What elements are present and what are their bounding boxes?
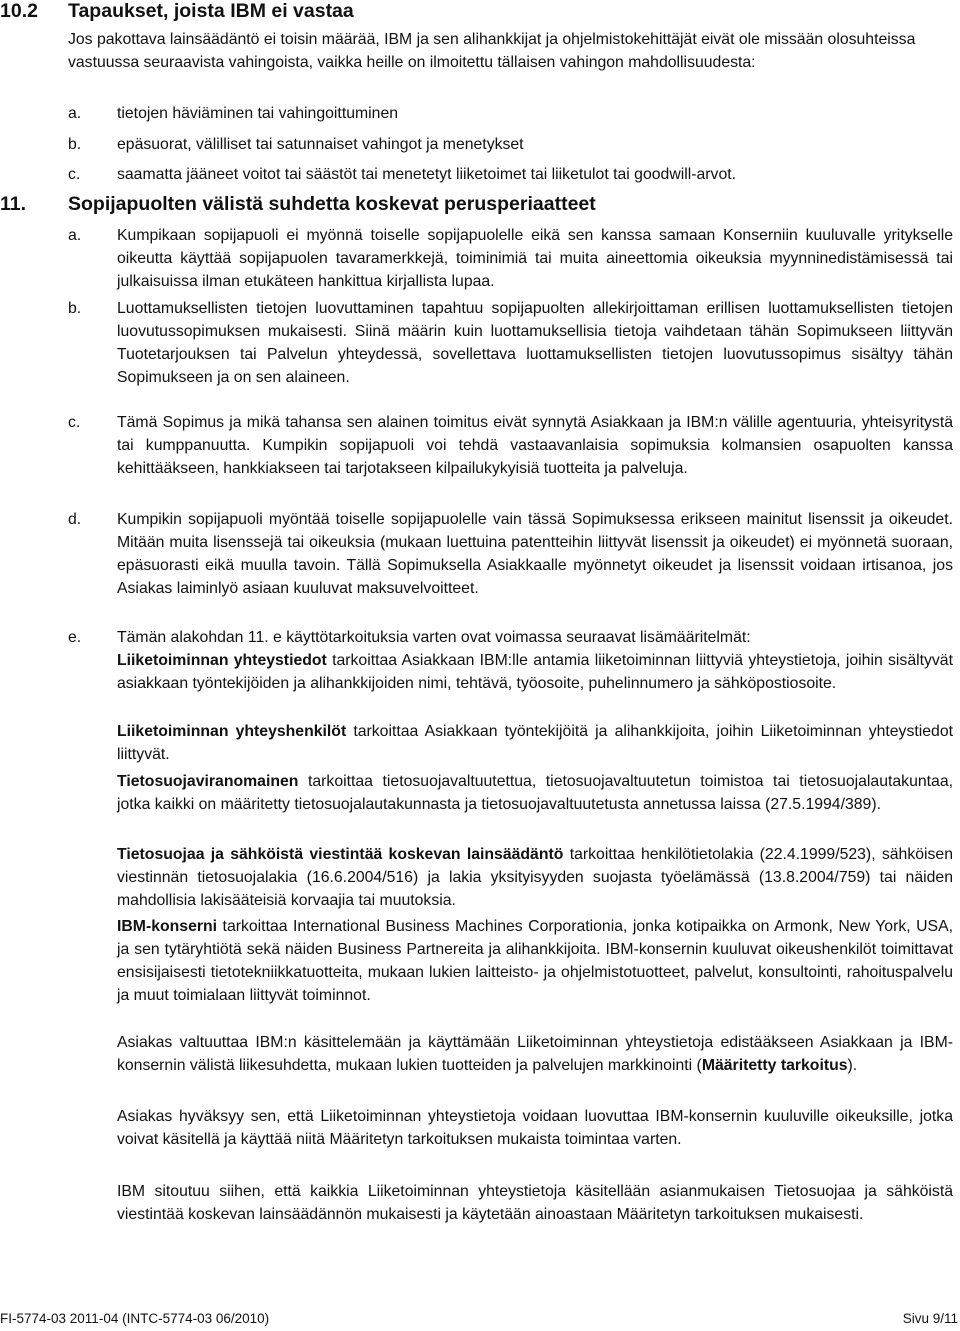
definition: [117, 915, 953, 1007]
list-item-label: d.: [68, 511, 82, 528]
list-item-label: c.: [68, 166, 81, 183]
list-item-text: Kumpikaan sopijapuoli ei myönnä toiselle sopijapuolelle eikä sen kanssa samaan Konserniin kuuluvalle yritykselle oikeutta käyttää sopijapuolen tavaramerkkejä, toiminimiä tai muita aineettomia oikeuksia myynninedistämisessä tai julkaisuissa ilman etukäteen hankittua kirjallista lupaa.: [117, 227, 953, 290]
definition-term: IBM-konserni: [117, 918, 218, 935]
list-item-text: saamatta jääneet voitot tai säästöt tai menetetyt liiketoimet tai liiketulot tai goodwill-arvot.: [117, 166, 737, 183]
definition-text: tarkoittaa Asiakkaan työntekijöitä ja alihankkijoita, joihin Liiketoiminnan yhteystiedot liittyvät.: [117, 723, 953, 763]
definition: [117, 720, 953, 766]
definition-text: tarkoittaa henkilötietolakia (22.4.1999/523), sähköisen viestinnän tietosuojalakia (16.6.2004/516) ja lakia yksityisyyden suojasta työelämässä (13.8.2004/759) tai näiden mahdollisia lakisääteisiä korvaajia tai muutoksia.: [117, 846, 954, 909]
paragraph-authorization: [117, 1031, 953, 1077]
definition-term: Liiketoiminnan yhteyshenkilöt: [117, 723, 347, 740]
paragraph-bold-term: Määritetty tarkoitus: [701, 1057, 848, 1074]
definition-text: tarkoittaa Asiakkaan IBM:lle antamia liiketoiminnan liittyviä yhteystietoja, joihin sisältyvät asiakkaan työntekijöiden ja alihankkijoiden nimi, tehtävä, työosoite, puhelinnumero ja sähköpostiosoite.: [117, 652, 953, 692]
list-item-text: Luottamuksellisten tietojen luovuttaminen tapahtuu sopijapuolten allekirjoittaman erillisen luottamuksellisten tietojen luovutussopimuksen mukaisesti. Siinä määrin kuin luottamuksellisia tietoja vaihdetaan tähän Sopimukseen liittyvän Tuotetarjouksen tai Palvelun yhteydessä, sovellettava luottamuksellisten tietojen luovutussopimus sisältyy tähän Sopimukseen ja on sen alaineen.: [117, 300, 953, 386]
paragraph-text: Asiakas valtuuttaa IBM:n käsittelemään ja käyttämään Liiketoiminnan yhteystietoja edistääkseen Asiakkaan ja IBM-konsernin välistä liikesuhdetta, mukaan lukien tuotteiden ja palvelujen markkinointi (: [117, 1034, 953, 1074]
paragraph-commitment: IBM sitoutuu siihen, että kaikkia Liiketoiminnan yhteystietoja käsitellään asianmukaisen Tietosuojaa ja sähköistä viestintää koskevan lainsäädännön mukaisesti ja käytetään ainoastaan Määritetyn tarkoituksen mukaisesti.: [117, 1183, 953, 1223]
list-item-label: a.: [68, 105, 82, 122]
definition-term: Liiketoiminnan yhteystiedot: [117, 652, 327, 669]
list-item-label: e.: [68, 629, 82, 646]
list-item-text: tietojen häviäminen tai vahingoittuminen: [117, 105, 399, 122]
definition-term: Tietosuojaa ja sähköistä viestintää koskevan lainsäädäntö: [117, 846, 564, 863]
list-item-label: b.: [68, 136, 82, 153]
definition: [117, 649, 953, 695]
intro-paragraph: Jos pakottava lainsäädäntö ei toisin määrää, IBM ja sen alihankkijat ja ohjelmistokehittäjät eivät ole missään olosuhteissa vastuussa seuraavista vahingoista, vaikka heille on ilmoitettu tällaisen vahingon mahdollisuudesta:: [68, 31, 916, 71]
definition: [117, 843, 953, 912]
list-item-text: Tämä Sopimus ja mikä tahansa sen alainen toimitus eivät synnytä Asiakkaan ja IBM:n välille agentuuria, yhteisyritystä tai kumppanuutta. Kumpikin sopijapuoli voi tehdä vastaavanlaisia sopimuksia kolmansien osapuolten kanssa kehittääkseen, hankkiakseen tai tarjotakseen kilpailukykyisiä tuotteita ja palveluja.: [117, 414, 953, 477]
paragraph-text: ).: [847, 1057, 858, 1074]
list-item-text: epäsuorat, välilliset tai satunnaiset vahingot ja menetykset: [117, 136, 524, 153]
definition-text: tarkoittaa tietosuojavaltuutettua, tietosuojavaltuutetun toimistoa tai tietosuojalautakuntaa, jotka kaikki on määritetty tietosuojalautakunnasta ja tietosuojavaltuutetusta annetussa laissa (27.5.1994/389).: [117, 773, 953, 813]
definition-term: Tietosuojaviranomainen: [117, 773, 299, 790]
definition-text: tarkoittaa International Business Machines Corporationia, jonka kotipaikka on Armonk, New York, USA, ja sen tytäryhtiötä sekä näiden Business Partnereita ja alihankkijoita. IBM-konsernin kuuluvat oikeushenkilöt toimittavat ensisijaisesti tietotekniikkatuotteita, mukaan lukien laitteisto- ja ohjelmistotuotteet, palvelut, konsultointi, rahoituspalvelu ja muut toimialaan liittyvät toiminnot.: [117, 918, 953, 1004]
section-title: Tapaukset, joista IBM ei vastaa: [68, 0, 354, 22]
section-title: Sopijapuolten välistä suhdetta koskevat perusperiaatteet: [68, 193, 596, 215]
section-number: 11.: [0, 193, 27, 215]
list-item-text: Kumpikin sopijapuoli myöntää toiselle sopijapuolelle vain tässä Sopimuksessa erikseen mainitut lisenssit ja oikeudet. Mitään muita lisenssejä tai oikeuksia (mukaan luettuina patentteihin liittyvät lisenssit ja oikeudet) ei myönnetä suoraan, epäsuorasti eikä muulla tavoin. Tällä Sopimuksella Asiakkaalle myönnetyt oikeudet ja lisenssit voidaan irtisanoa, jos Asiakas laiminlyö asiaan kuuluvat maksuvelvoitteet.: [117, 511, 953, 597]
footer-doc-id: FI-5774-03 2011-04 (INTC-5774-03 06/2010): [0, 1311, 270, 1326]
list-item-label: a.: [68, 227, 82, 244]
paragraph-consent: Asiakas hyväksyy sen, että Liiketoiminnan yhteystietoja voidaan luovuttaa IBM-konsernin kuuluville oikeuksille, jotka voivat käsitellä ja käyttää niitä Määritetyn tarkoituksen mukaista toimintaa varten.: [117, 1108, 953, 1148]
definition: [117, 770, 953, 816]
list-item-label: b.: [68, 300, 82, 317]
list-item-label: c.: [68, 414, 81, 431]
list-item-text: Tämän alakohdan 11. e käyttötarkoituksia varten ovat voimassa seuraavat lisämääritelmät:: [117, 629, 751, 646]
section-number: 10.2: [0, 0, 38, 22]
footer-page-number: Sivu 9/11: [902, 1311, 958, 1326]
